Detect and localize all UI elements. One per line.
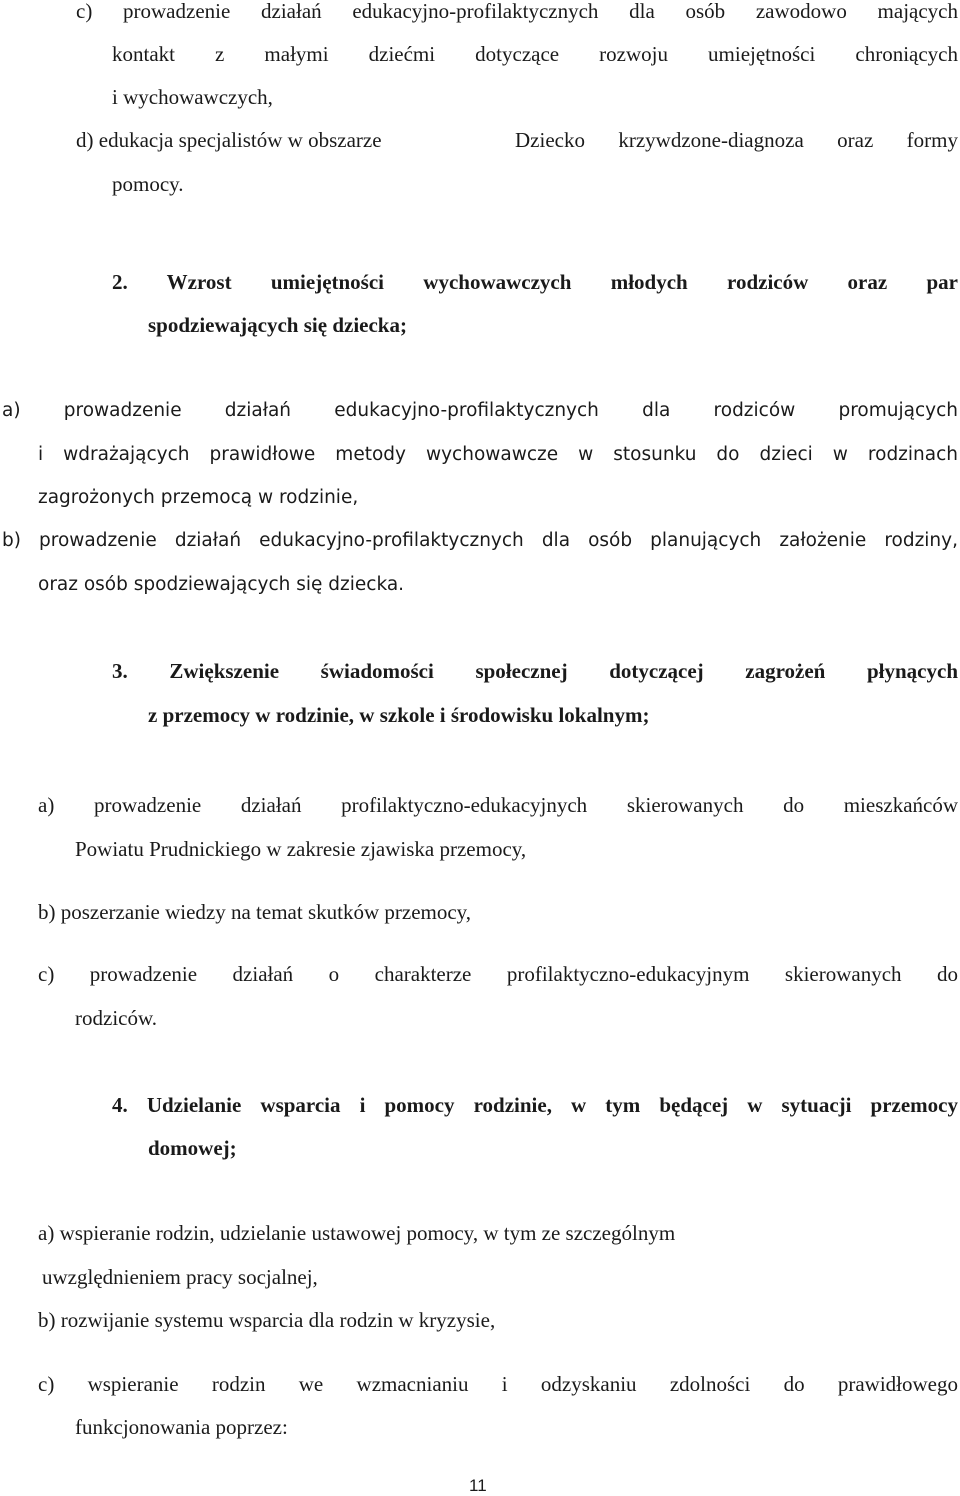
section-2-heading-line2: spodziewających się dziecka;: [148, 313, 407, 337]
page-number: 11: [469, 1476, 487, 1495]
section-3-item-a-line2: Powiatu Prudnickiego w zakresie zjawiska przemocy,: [75, 837, 527, 861]
section-2-item-a-line2: i wdrażających prawidłowe metody wychowawcze w stosunku do dzieci w rodzinach: [38, 444, 958, 465]
list-item-c-line3: i wychowawczych,: [112, 85, 273, 109]
section-4-heading-line1: 4. Udzielanie wsparcia i pomocy rodzinie, w tym będącej w sytuacji przemocy: [112, 1093, 958, 1117]
section-4-item-c-line2: funkcjonowania poprzez:: [75, 1415, 288, 1439]
section-4-item-b-line1: b) rozwijanie systemu wsparcia dla rodzin w kryzysie,: [38, 1308, 496, 1332]
section-4-item-a-line1: a) wspieranie rodzin, udzielanie ustawowej pomocy, w tym ze szczególnym: [38, 1221, 676, 1245]
list-item-c-line1: c) prowadzenie działań edukacyjno-profilaktycznych dla osób zawodowo mających: [76, 0, 958, 23]
section-2-heading-line1: 2. Wzrost umiejętności wychowawczych młodych rodziców oraz par: [112, 270, 958, 294]
section-3-item-a-line1: a) prowadzenie działań profilaktyczno-edukacyjnych skierowanych do mieszkańców: [38, 793, 958, 817]
section-4-item-a-line2: uwzględnieniem pracy socjalnej,: [42, 1265, 318, 1289]
section-2-item-b-line2: oraz osób spodziewających się dziecka.: [38, 574, 405, 595]
section-3-item-c-line1: c) prowadzenie działań o charakterze profilaktyczno-edukacyjnym skierowanych do: [38, 962, 958, 986]
section-2-item-a-line3: zagrożonych przemocą w rodzinie,: [38, 487, 359, 508]
section-2-item-a-line1: a) prowadzenie działań edukacyjno-profilaktycznych dla rodziców promujących: [2, 400, 958, 421]
list-item-d-line1-left: d) edukacja specjalistów w obszarze: [76, 128, 382, 152]
section-3-heading-line1: 3. Zwiększenie świadomości społecznej dotyczącej zagrożeń płynących: [112, 659, 958, 683]
section-4-heading-line2: domowej;: [148, 1136, 237, 1160]
list-item-d-line2: pomocy.: [112, 172, 184, 196]
section-3-item-b-line1: b) poszerzanie wiedzy na temat skutków przemocy,: [38, 900, 472, 924]
list-item-d-line1-right: Dziecko krzywdzone-diagnoza oraz formy: [515, 128, 958, 152]
section-2-item-b-line1: b) prowadzenie działań edukacyjno-profilaktycznych dla osób planujących założenie rodziny,: [2, 530, 958, 551]
section-4-item-c-line1: c) wspieranie rodzin we wzmacnianiu i odzyskaniu zdolności do prawidłowego: [38, 1372, 958, 1396]
section-3-heading-line2: z przemocy w rodzinie, w szkole i środowisku lokalnym;: [148, 703, 650, 727]
list-item-c-line2: kontakt z małymi dziećmi dotyczące rozwoju umiejętności chroniących: [112, 42, 958, 66]
section-3-item-c-line2: rodziców.: [75, 1006, 158, 1030]
